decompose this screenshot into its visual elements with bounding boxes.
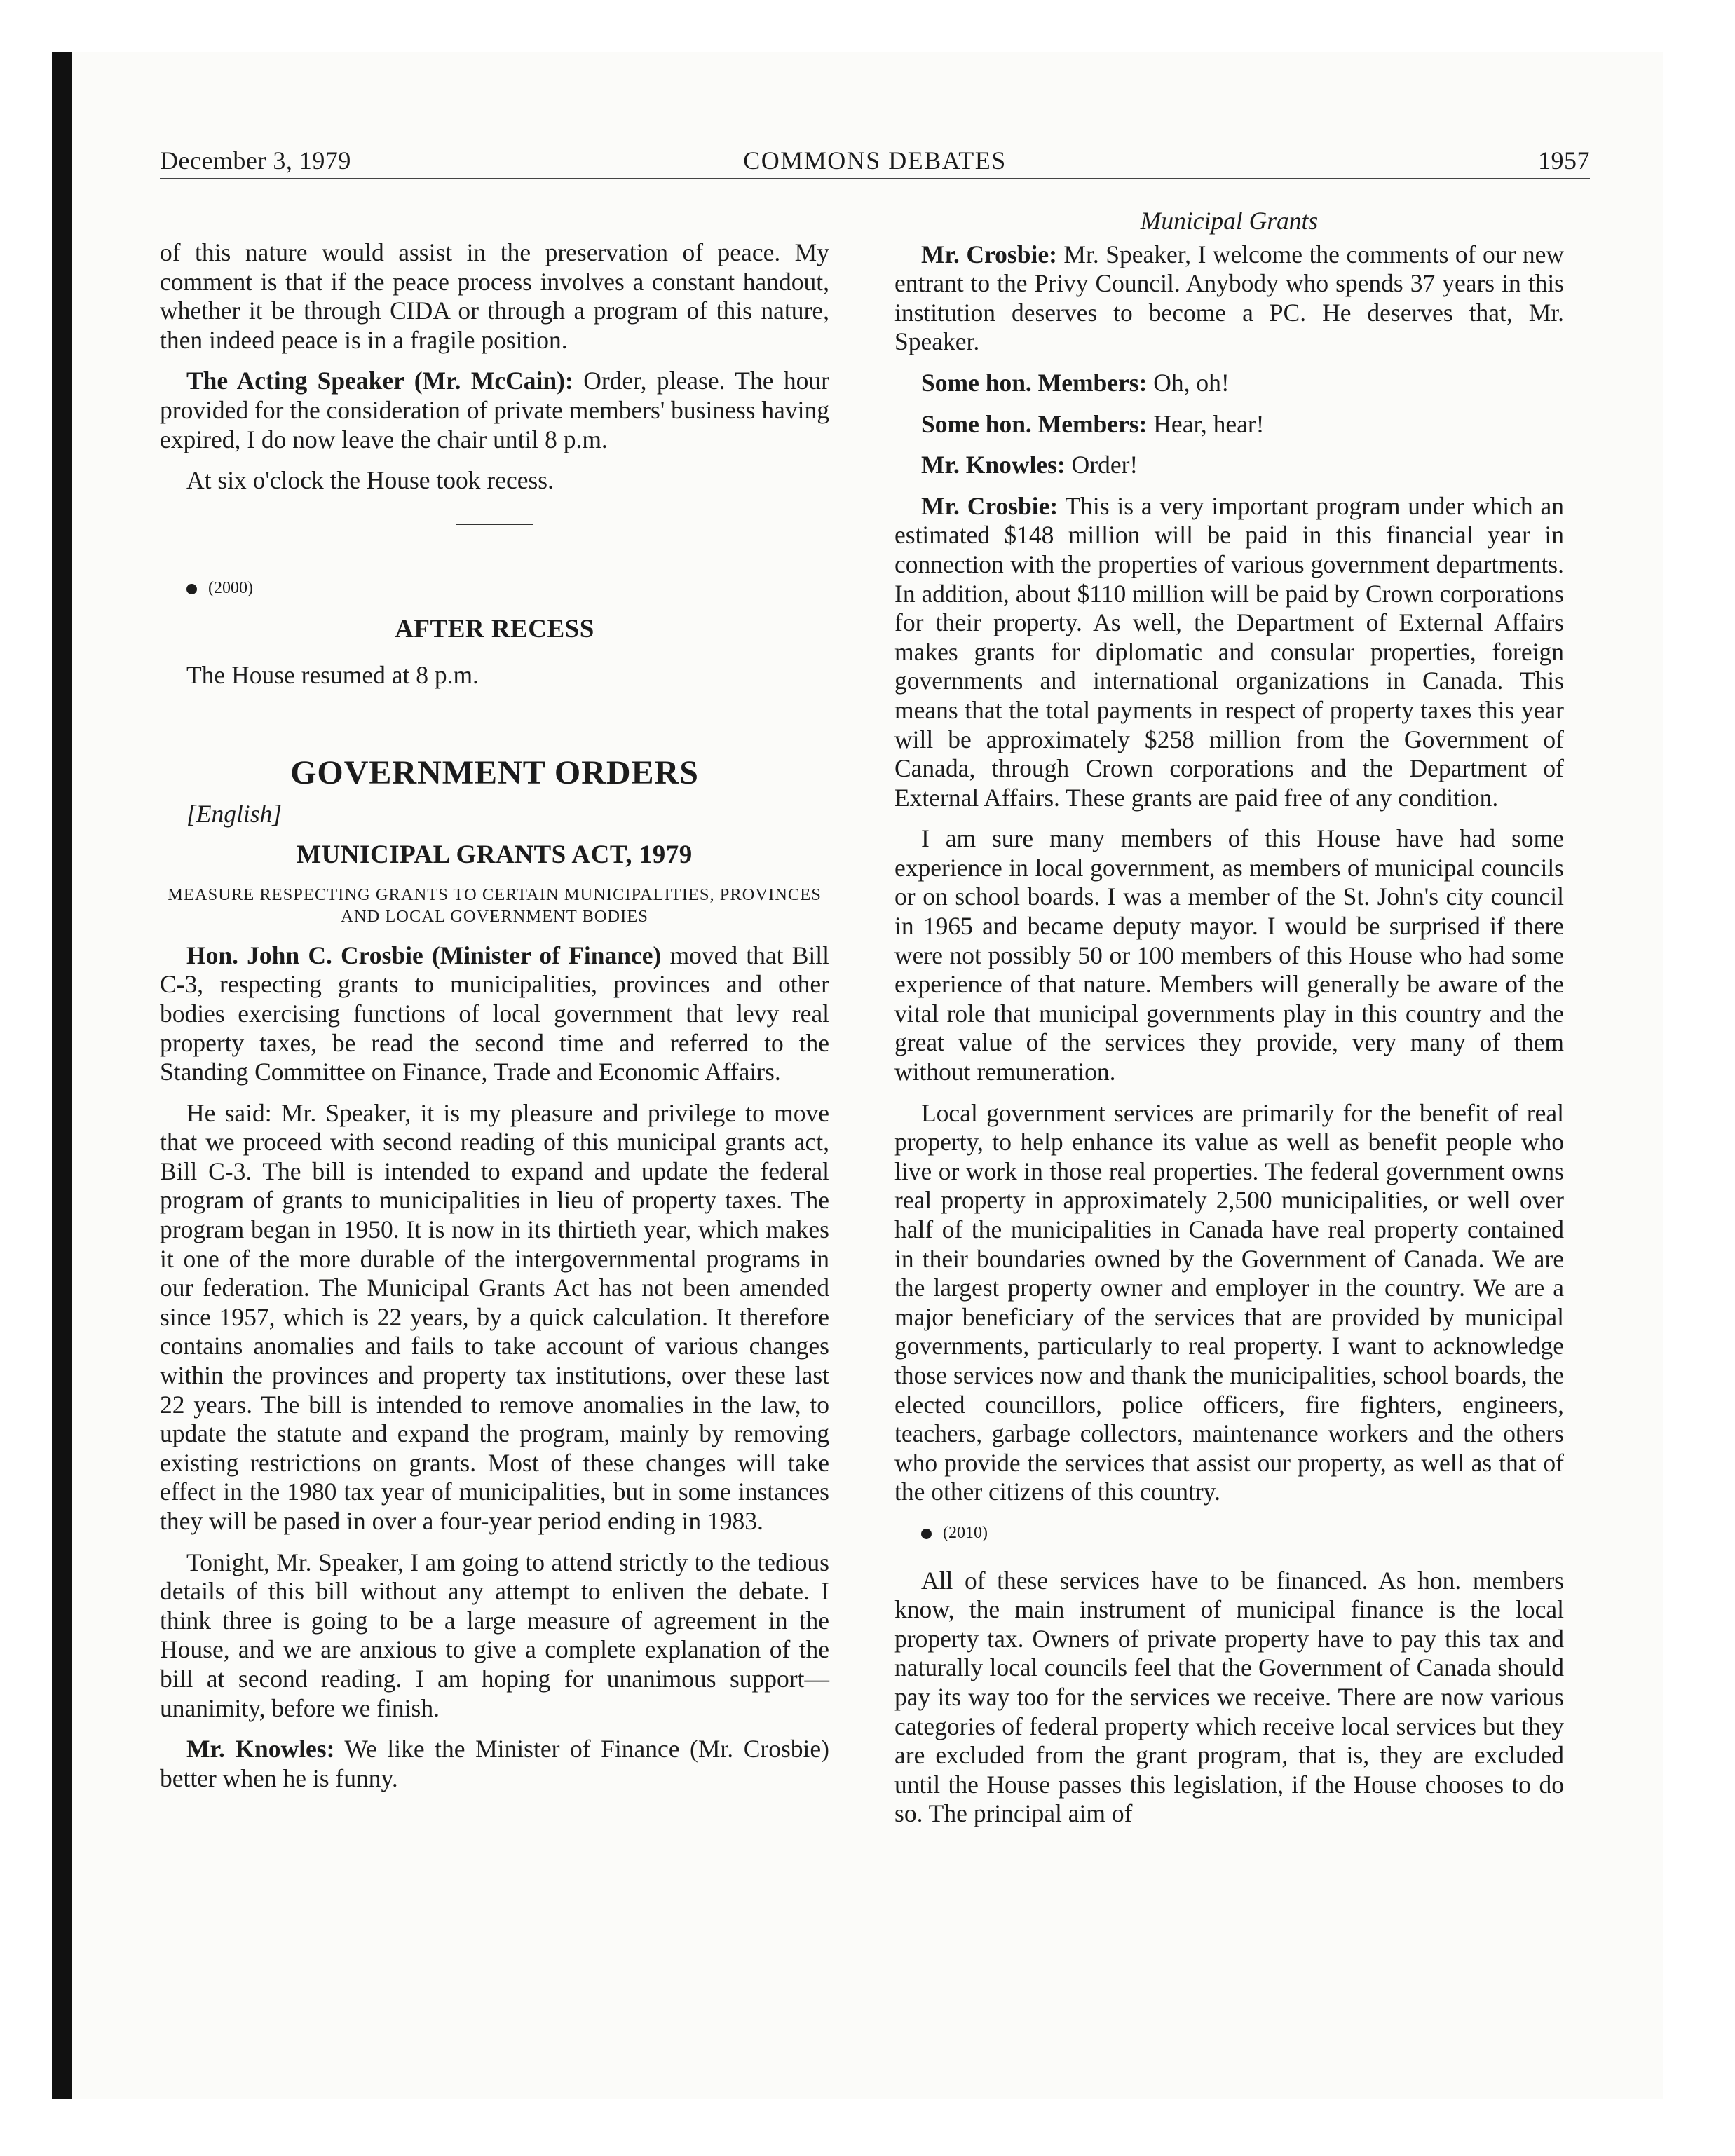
- language-tag: [English]: [186, 799, 283, 828]
- header-title: COMMONS DEBATES: [743, 146, 1007, 175]
- speech-text: Hear, hear!: [1147, 409, 1265, 438]
- time-marker-text: (2010): [943, 1523, 988, 1542]
- paragraph: All of these services have to be financed. As hon. members know, the main instrument of municipal finance is the local property tax. Owners of private property have to pay this tax and naturally local councils feel that the Government of Canada should pay its way too for the services we receive. There are now various categories of federal property which receive local services but they are excluded from the grant program, that is, they are excluded until the House passes this legislation, if the House chooses to do so. The principal aim of: [894, 1566, 1564, 1828]
- paragraph: Tonight, Mr. Speaker, I am going to attend strictly to the tedious details of this bill without any attempt to enliven the debate. I think three is going to be a large measure of agreement in the House, and we are anxious to give a complete explanation of the bill at second reading. I am hoping for unanimous support—unanimity, before we finish.: [160, 1548, 829, 1722]
- time-marker-text: (2000): [208, 578, 253, 597]
- bullet-icon: [186, 584, 197, 594]
- header-date: December 3, 1979: [160, 146, 351, 175]
- paragraph: [894, 410, 1564, 439]
- paragraph: [160, 1735, 829, 1793]
- speaker-name: Some hon. Members:: [921, 409, 1148, 438]
- speech-text: Order, please. The hour provided for the consideration of private members' business having expired, I do now leave the chair until 8 p.m.: [160, 367, 829, 453]
- paragraph: of this nature would assist in the preservation of peace. My comment is that if the peace process involves a constant handout, whether it be through CIDA or through a program of this nature, then indeed peace is in a fragile position.: [160, 238, 829, 354]
- speaker-name: The Acting Speaker (Mr. McCain):: [186, 367, 573, 395]
- speech-text: Oh, oh!: [1147, 368, 1230, 397]
- speech-text: This is a very important program under which an estimated $148 million will be paid in this financial year in connection with the properties of various government departments. In addition, about $110 million will be paid by Crown corporations for their property. As well, the Department of External Affairs makes grants for diplomatic and consular properties, foreign governments and international organizations in Canada. This means that the total payments in respect of property taxes this year will be approximately $258 million from the Government of Canada, through Crown corporations and the Department of External Affairs. These grants are paid free of any condition.: [894, 491, 1564, 812]
- time-marker: [160, 574, 829, 603]
- speech-text: Order!: [1065, 451, 1138, 479]
- paragraph: [894, 369, 1564, 398]
- speech-text: Mr. Speaker, I welcome the comments of our new entrant to the Privy Council. Anybody who spends 37 years in this institution deserves to become a PC. He deserves that, Mr. Speaker.: [894, 240, 1564, 356]
- speaker-name: Mr. Knowles:: [186, 1735, 335, 1763]
- speaker-name: Mr. Crosbie:: [921, 491, 1059, 520]
- heading-act-title: MUNICIPAL GRANTS ACT, 1979: [297, 840, 693, 870]
- paragraph: [894, 492, 1564, 813]
- speaker-name: Some hon. Members:: [921, 368, 1148, 397]
- header-rule: [160, 178, 1590, 179]
- speech-text: moved that Bill C-3, respecting grants to municipalities, provinces and other bodies exercising functions of local government that levy real property taxes, be read the second time and referred to the Standing Committee on Finance, Trade and Economic Affairs.: [160, 941, 829, 1086]
- speaker-name: Mr. Crosbie:: [921, 240, 1057, 268]
- paragraph: [160, 941, 829, 1087]
- section-divider: [456, 524, 533, 525]
- right-column: [894, 207, 1564, 1841]
- paragraph: [894, 240, 1564, 357]
- speech-text: We like the Minister of Finance (Mr. Crosbie) better when he is funny.: [160, 1735, 829, 1792]
- page-header: [160, 146, 1590, 181]
- bullet-icon: [921, 1529, 932, 1539]
- paragraph: [160, 367, 829, 454]
- paragraph: [894, 451, 1564, 480]
- header-page-number: 1957: [1538, 146, 1590, 175]
- scan-edge-bar: [52, 52, 72, 2099]
- paragraph: I am sure many members of this House have had some experience in local government, as members of municipal councils or on school boards. I was a member of the St. John's city council in 1965 and became deputy mayor. I would be surprised if there were not possibly 50 or 100 members of this House who had some experience of that nature. Members will generally be aware of the vital role that municipal governments play in this country and the great value of the services they provide, very many of them without remuneration.: [894, 824, 1564, 1086]
- heading-act-subtitle: MEASURE RESPECTING GRANTS TO CERTAIN MUNICIPALITIES, PROVINCES AND LOCAL GOVERNMENT BODIES: [168, 885, 822, 926]
- heading-government-orders: GOVERNMENT ORDERS: [290, 753, 699, 791]
- time-marker: [894, 1519, 1564, 1548]
- paragraph: The House resumed at 8 p.m.: [186, 660, 479, 689]
- speaker-name: Mr. Knowles:: [921, 451, 1066, 479]
- paragraph: Local government services are primarily for the benefit of real property, to help enhance its value as well as benefit people who live or work in those real properties. The federal government owns real property in approximately 2,500 municipalities, or well over half of the municipalities in Canada have real property contained in their boundaries owned by the Government of Canada. We are the largest property owner and employer in the country. We are a major beneficiary of the services that are provided by municipal governments, particularly to real property. I want to acknowledge those services now and thank the municipalities, school boards, the elected councillors, police officers, fire fighters, engineers, teachers, garbage collectors, maintenance workers and the others who provide the services that assist our property, as well as that of the other citizens of this country.: [894, 1098, 1564, 1506]
- left-column: [160, 238, 829, 1805]
- running-head: Municipal Grants: [1140, 207, 1319, 235]
- paragraph: He said: Mr. Speaker, it is my pleasure and privilege to move that we proceed with second reading of this municipal grants act, Bill C-3. The bill is intended to expand and update the federal program of grants to municipalities in lieu of property taxes. The program began in 1950. It is now in its thirtieth year, which makes it one of the more durable of the intergovernmental programs in our federation. The Municipal Grants Act has not been amended since 1957, which is 22 years, by a quick calculation. It therefore contains anomalies and fails to take account of various changes within the provinces and property tax institutions, over these last 22 years. The bill is intended to remove anomalies in the law, to update the statute and expand the program, mainly by removing existing restrictions on grants. Most of these changes will take effect in the 1980 tax year of municipalities, but in some instances they will be pased in over a four-year period ending in 1983.: [160, 1098, 829, 1535]
- heading-after-recess: AFTER RECESS: [395, 615, 594, 644]
- speaker-name: Hon. John C. Crosbie (Minister of Finance): [186, 941, 662, 969]
- paragraph: At six o'clock the House took recess.: [186, 466, 554, 495]
